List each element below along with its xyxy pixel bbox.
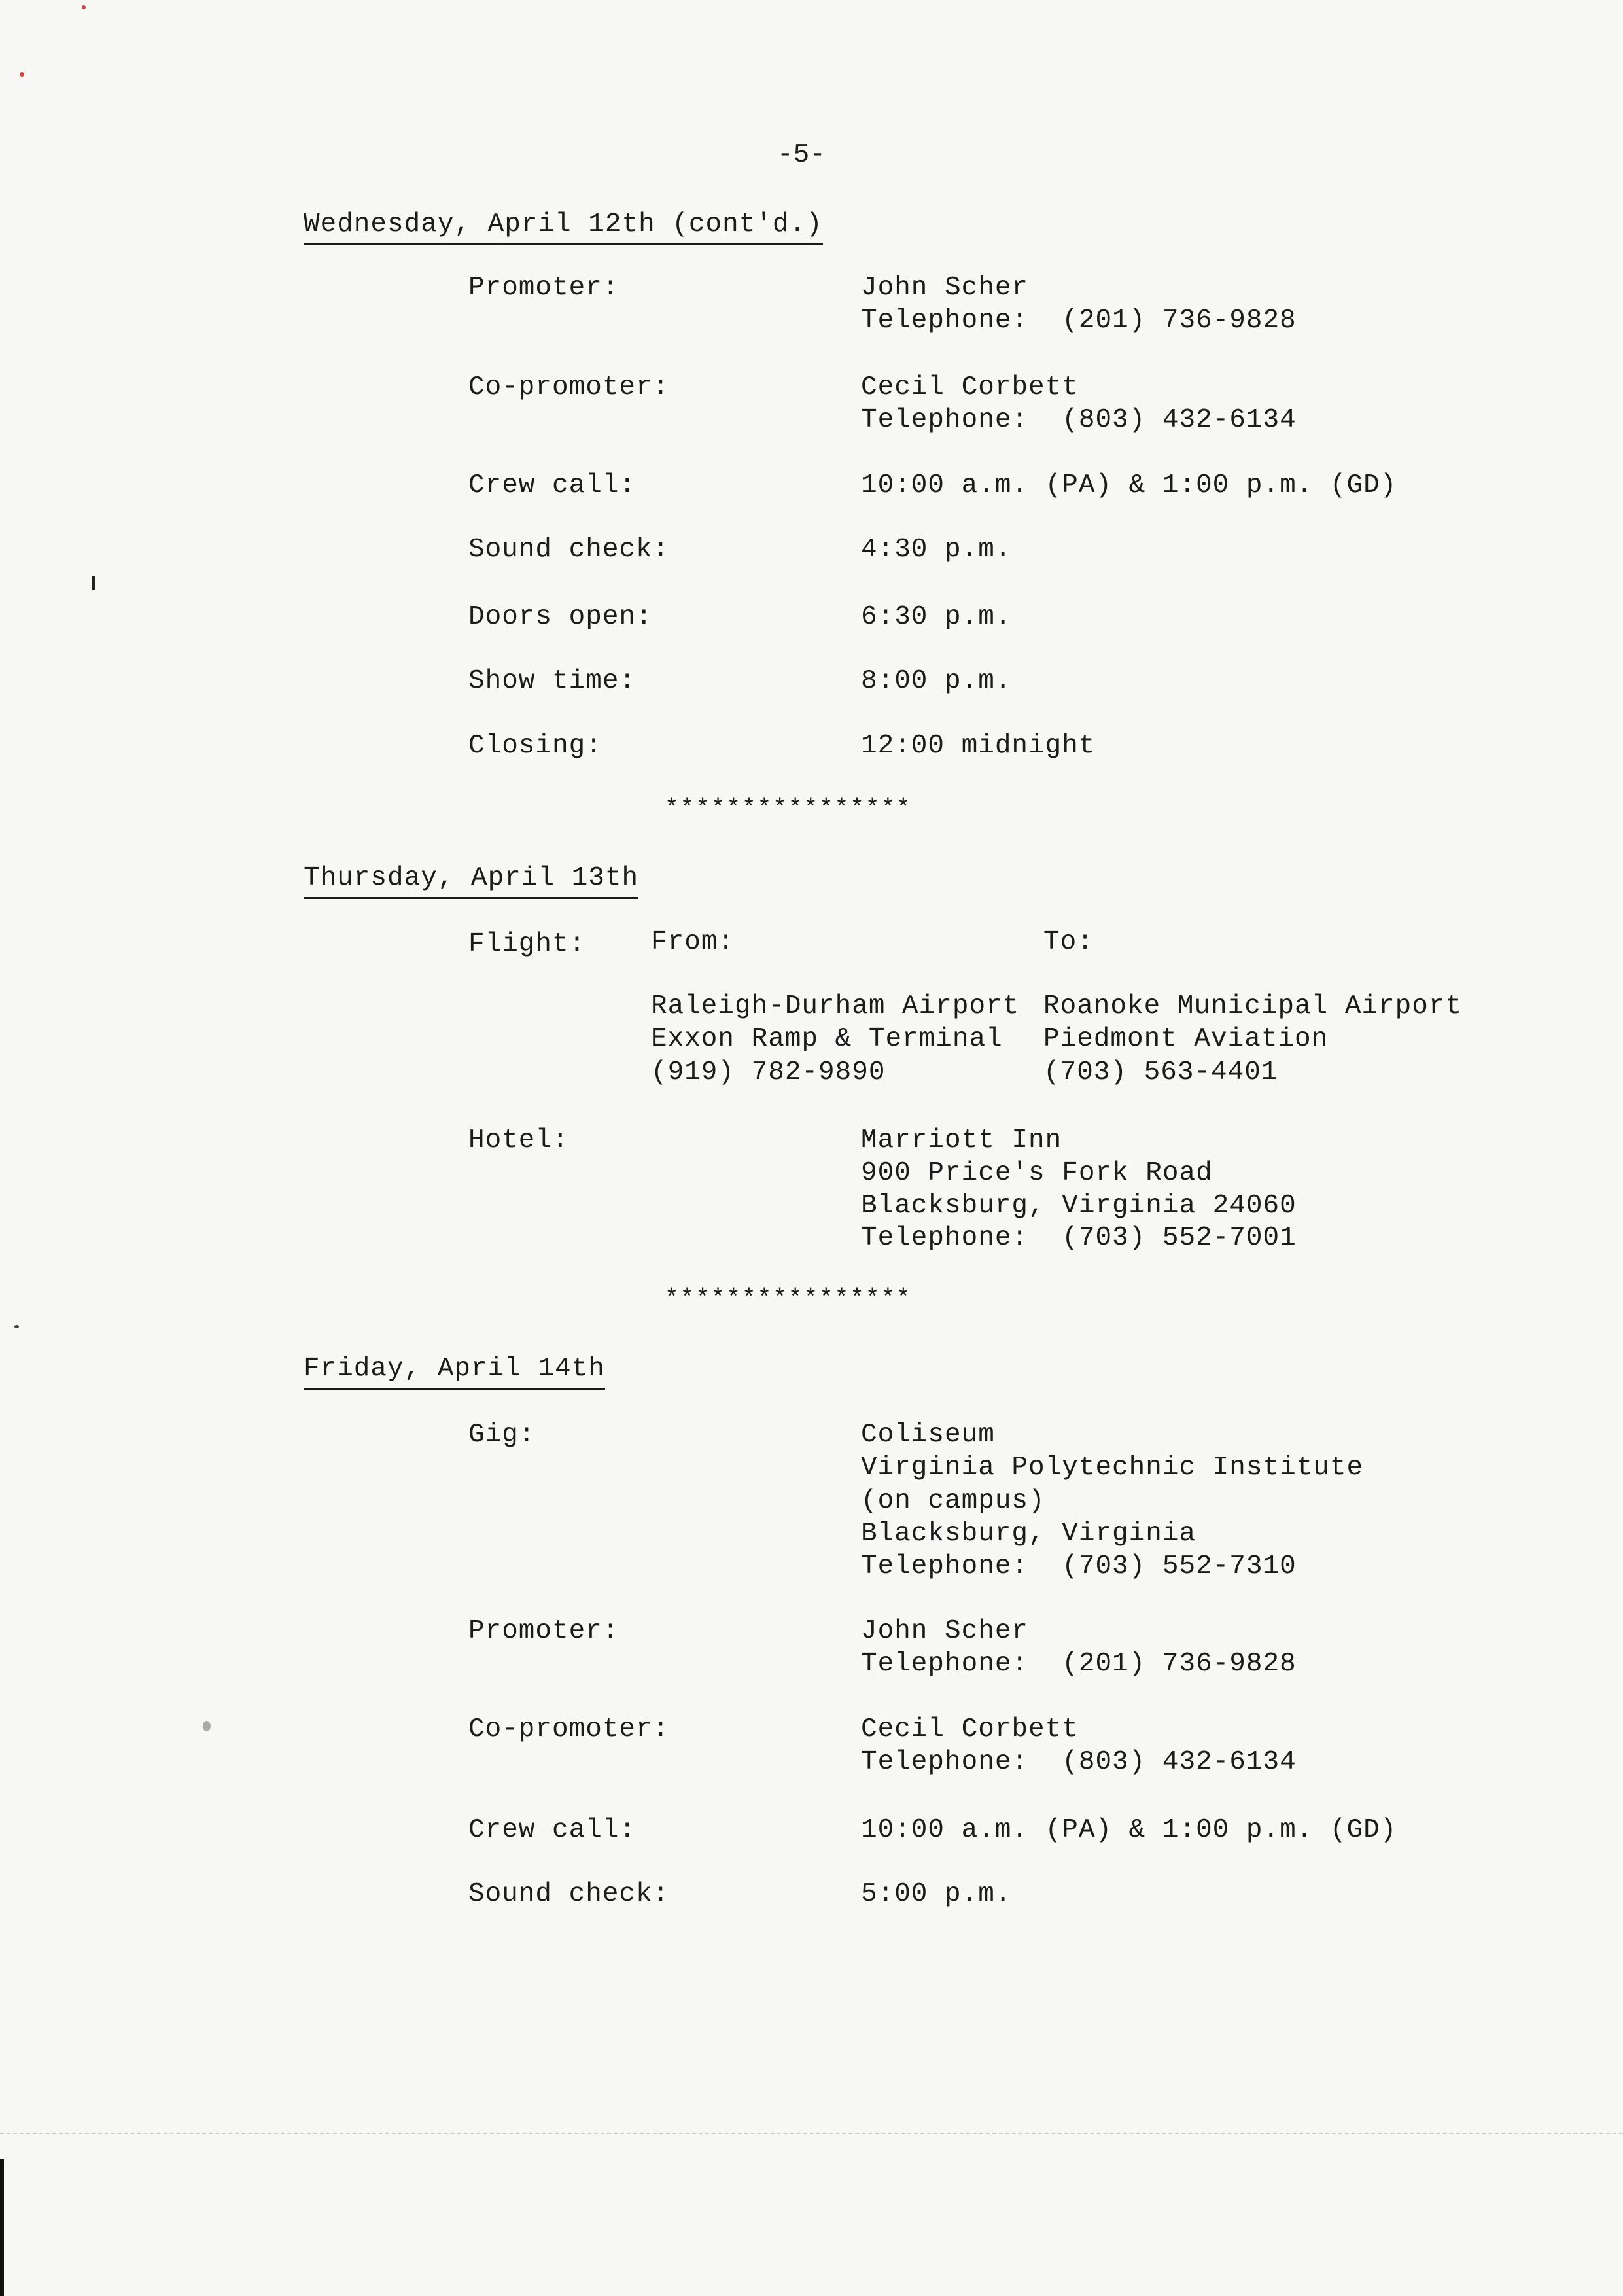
sound-check-label: Sound check: [468, 535, 670, 565]
show-time-value: 8:00 p.m. [861, 666, 1012, 696]
section-separator: **************** [665, 795, 912, 822]
doors-open-value: 6:30 p.m. [861, 602, 1012, 632]
hotel-line: Marriott Inn [861, 1125, 1062, 1156]
promoter-phone: Telephone: (201) 736-9828 [861, 306, 1297, 336]
copromoter-label: Co-promoter: [468, 372, 670, 402]
promoter-phone: Telephone: (201) 736-9828 [861, 1649, 1297, 1679]
flight-to-line: Piedmont Aviation [1043, 1024, 1329, 1054]
flight-to-label: To: [1043, 927, 1094, 957]
copromoter-phone: Telephone: (803) 432-6134 [861, 405, 1297, 435]
closing-label: Closing: [468, 731, 602, 761]
copromoter-label: Co-promoter: [468, 1714, 670, 1744]
scan-speck [82, 5, 86, 9]
gig-line: Blacksburg, Virginia [861, 1519, 1196, 1549]
flight-from-label: From: [651, 927, 735, 957]
sound-check-value: 5:00 p.m. [861, 1879, 1012, 1909]
doors-open-label: Doors open: [468, 602, 653, 632]
promoter-label: Promoter: [468, 1616, 620, 1646]
gig-line: (on campus) [861, 1486, 1045, 1516]
gig-line: Telephone: (703) 552-7310 [861, 1551, 1297, 1581]
sound-check-label: Sound check: [468, 1879, 670, 1909]
crew-call-value: 10:00 a.m. (PA) & 1:00 p.m. (GD) [861, 470, 1397, 501]
gig-line: Virginia Polytechnic Institute [861, 1453, 1364, 1483]
scan-edge-mark [0, 2159, 4, 2296]
show-time-label: Show time: [468, 666, 637, 696]
sound-check-value: 4:30 p.m. [861, 535, 1012, 565]
scan-speck [92, 576, 95, 590]
flight-to-line: Roanoke Municipal Airport [1043, 991, 1463, 1021]
gig-label: Gig: [468, 1420, 536, 1450]
flight-label: Flight: [468, 929, 586, 959]
crew-call-label: Crew call: [468, 470, 637, 501]
fold-line [0, 2133, 1623, 2134]
closing-value: 12:00 midnight [861, 731, 1096, 761]
copromoter-phone: Telephone: (803) 432-6134 [861, 1747, 1297, 1777]
hotel-line: 900 Price's Fork Road [861, 1158, 1213, 1188]
promoter-label: Promoter: [468, 273, 620, 303]
page-number: -5- [777, 140, 826, 170]
flight-to-line: (703) 563-4401 [1043, 1057, 1278, 1087]
copromoter-name: Cecil Corbett [861, 1714, 1079, 1744]
crew-call-value: 10:00 a.m. (PA) & 1:00 p.m. (GD) [861, 1815, 1397, 1845]
gig-line: Coliseum [861, 1420, 995, 1450]
section-heading-thursday: Thursday, April 13th [304, 862, 638, 899]
copromoter-name: Cecil Corbett [861, 372, 1079, 402]
flight-from-line: Exxon Ramp & Terminal [651, 1024, 1003, 1054]
flight-from-line: Raleigh-Durham Airport [651, 991, 1020, 1021]
hotel-label: Hotel: [468, 1125, 569, 1156]
promoter-name: John Scher [861, 273, 1029, 303]
section-separator: **************** [665, 1285, 912, 1312]
scan-speck [20, 72, 24, 77]
section-heading-wednesday: Wednesday, April 12th (cont'd.) [304, 208, 823, 245]
hotel-line: Blacksburg, Virginia 24060 [861, 1191, 1297, 1221]
hotel-line: Telephone: (703) 552-7001 [861, 1223, 1297, 1253]
scan-speck [203, 1721, 211, 1731]
section-heading-friday: Friday, April 14th [304, 1352, 605, 1390]
scan-speck [14, 1325, 19, 1328]
crew-call-label: Crew call: [468, 1815, 637, 1845]
flight-from-line: (919) 782-9890 [651, 1057, 886, 1087]
promoter-name: John Scher [861, 1616, 1029, 1646]
